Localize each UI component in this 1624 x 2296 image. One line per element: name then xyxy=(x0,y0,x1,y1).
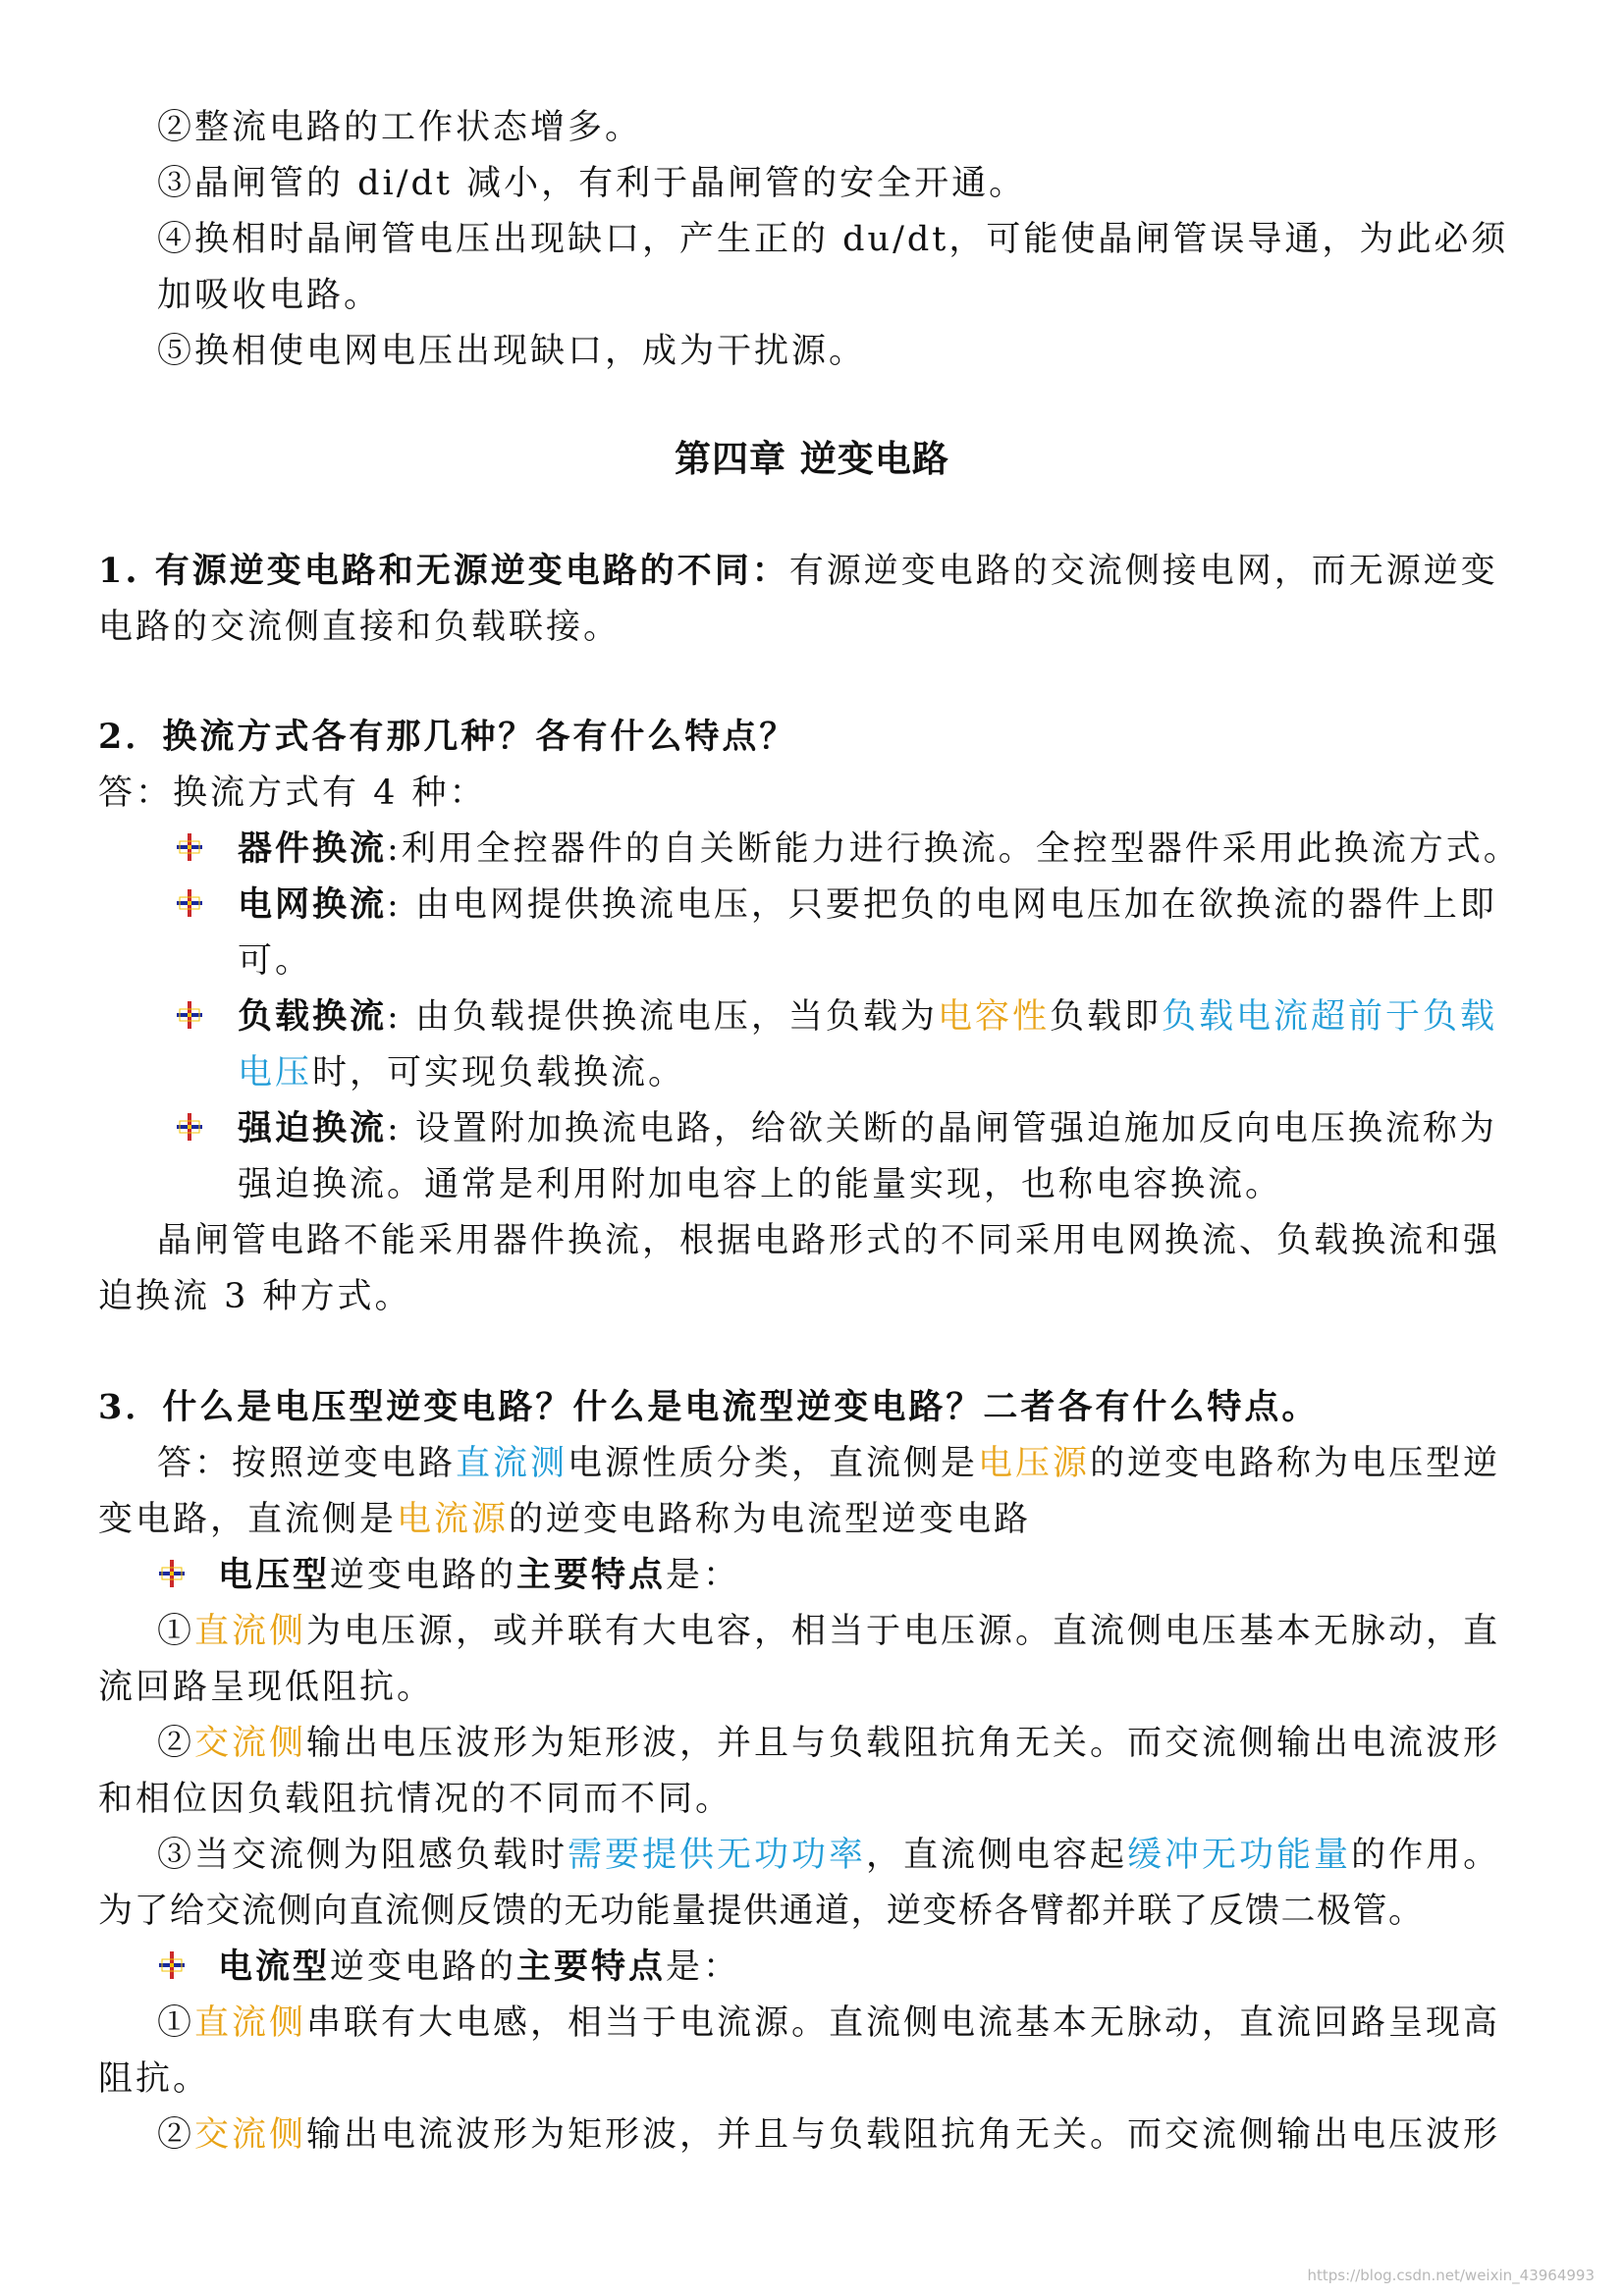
watermark: https://blog.csdn.net/weixin_43964993 xyxy=(1307,2267,1595,2284)
voltage-point-3-text-a: ③当交流侧为阻感负载时 xyxy=(157,1836,568,1875)
q2-bullet-4 xyxy=(238,1107,1497,1150)
q2-bullet-3-cont xyxy=(238,1051,685,1095)
current-point-2-num: ② xyxy=(157,2115,195,2155)
intro-line-5: ⑤换相使电网电压出现缺口，成为干扰源。 xyxy=(157,332,867,371)
voltage-point-3-text-b: ，直流侧电容起 xyxy=(866,1836,1128,1875)
q2-bullet-2 xyxy=(238,883,1497,927)
voltage-point-2-cont: 和相位因负载阻抗情况的不同而不同。 xyxy=(98,1780,733,1819)
q3-answer-text-c: 的逆变电路称为电压型逆 xyxy=(1090,1444,1501,1483)
q2-bullet-1-term: 器件换流 xyxy=(238,828,388,869)
current-type-term: 电流型 xyxy=(218,1947,331,1987)
highlight-buffer-energy: 缓冲无功能量 xyxy=(1127,1836,1352,1875)
q1-title: 1. 有源逆变电路和无源逆变电路的不同： xyxy=(98,551,789,591)
voltage-point-1-num: ① xyxy=(157,1612,195,1651)
q2-paragraph-2: 迫换流 3 种方式。 xyxy=(98,1277,412,1316)
q3-answer-1 xyxy=(157,1442,1500,1485)
intro-line-4: ④换相时晶闸管电压出现缺口，产生正的 du/dt，可能使晶闸管误导通，为此必须 xyxy=(157,220,1509,259)
current-type-heading xyxy=(218,1946,740,1989)
voltage-point-1-text: 为电压源，或并联有大电容，相当于电压源。直流侧电压基本无脉动，直 xyxy=(306,1612,1501,1651)
q2-bullet-3-text-b: 负载即 xyxy=(1049,997,1162,1037)
q3-answer-text-b: 电源性质分类，直流侧是 xyxy=(568,1444,979,1483)
q3-title: 3．什么是电压型逆变电路？什么是电流型逆变电路？二者各有什么特点。 xyxy=(98,1387,1320,1427)
voltage-point-2 xyxy=(157,1722,1500,1765)
q2-bullet-2-text: : 由电网提供换流电压，只要把负的电网电压加在欲换流的器件上即 xyxy=(387,885,1497,925)
voltage-point-3-text-c: 的作用。 xyxy=(1351,1836,1501,1875)
q3-answer-text-e: 的逆变电路称为电流型逆变电路 xyxy=(509,1500,1032,1539)
voltage-point-3 xyxy=(157,1834,1500,1877)
bullet-icon xyxy=(175,1112,204,1142)
voltage-type-end: 是： xyxy=(666,1556,741,1595)
highlight-reactive-power: 需要提供无功功率 xyxy=(568,1836,867,1875)
current-type-mid: 逆变电路的 xyxy=(330,1948,517,1987)
current-point-1-text: 串联有大电感，相当于电流源。直流侧电流基本无脉动，直流回路呈现高 xyxy=(306,2003,1501,2043)
highlight-capacitive: 电容性 xyxy=(937,997,1050,1037)
q2-bullet-4-text: : 设置附加换流电路，给欲关断的晶闸管强迫施加反向电压换流称为 xyxy=(387,1109,1497,1148)
q2-title: 2．换流方式各有那几种？各有什么特点？ xyxy=(98,717,797,757)
voltage-point-2-text: 输出电压波形为矩形波，并且与负载阻抗角无关。而交流侧输出电流波形 xyxy=(306,1724,1501,1763)
current-type-end: 是： xyxy=(666,1948,741,1987)
intro-line-2: ②整流电路的工作状态增多。 xyxy=(157,108,643,147)
voltage-point-1 xyxy=(157,1610,1500,1653)
q2-bullet-4-term: 强迫换流 xyxy=(238,1108,388,1148)
q2-bullet-1-text: :利用全控器件的自关断能力进行换流。全控型器件采用此换流方式。 xyxy=(387,829,1521,869)
q2-answer: 答：换流方式有 4 种： xyxy=(98,774,487,813)
intro-line-4-cont: 加吸收电路。 xyxy=(157,276,382,315)
q1-text: 有源逆变电路的交流侧接电网，而无源逆变 xyxy=(788,552,1498,591)
q2-bullet-2-cont: 可。 xyxy=(238,941,313,981)
q2-bullet-1 xyxy=(238,828,1521,871)
current-point-1-cont: 阻抗。 xyxy=(98,2059,211,2099)
voltage-type-key: 主要特点 xyxy=(516,1555,667,1595)
highlight-ac-side-2: 交流侧 xyxy=(194,2115,307,2155)
current-point-1 xyxy=(157,2002,1500,2045)
bullet-icon xyxy=(157,1950,187,1980)
highlight-dc-side: 直流测 xyxy=(456,1444,568,1483)
q2-bullet-4-cont: 强迫换流。通常是利用附加电容上的能量实现，也称电容换流。 xyxy=(238,1165,1283,1204)
highlight-dc-side-1: 直流侧 xyxy=(194,1612,307,1651)
highlight-ac-side-1: 交流侧 xyxy=(194,1724,307,1763)
q1-line-1 xyxy=(98,550,1498,593)
intro-line-3: ③晶闸管的 di/dt 减小，有利于晶闸管的安全开通。 xyxy=(157,164,1027,203)
q2-bullet-3 xyxy=(238,995,1497,1039)
q2-paragraph-1: 晶闸管电路不能采用器件换流，根据电路形式的不同采用电网换流、负载换流和强 xyxy=(157,1221,1501,1260)
q2-bullet-3-term: 负载换流 xyxy=(238,996,388,1037)
q2-bullet-3-text-a: : 由负载提供换流电压，当负载为 xyxy=(387,997,938,1037)
q2-bullet-2-term: 电网换流 xyxy=(238,884,388,925)
bullet-icon xyxy=(175,832,204,862)
current-point-2-text: 输出电流波形为矩形波，并且与负载阻抗角无关。而交流侧输出电压波形 xyxy=(306,2115,1501,2155)
bullet-icon xyxy=(175,888,204,918)
voltage-point-3-cont: 为了给交流侧向直流侧反馈的无功能量提供通道，逆变桥各臂都并联了反馈二极管。 xyxy=(98,1892,1425,1931)
highlight-voltage: 电压 xyxy=(238,1053,313,1093)
q3-answer-2 xyxy=(98,1498,1031,1541)
voltage-type-mid: 逆变电路的 xyxy=(330,1556,517,1595)
chapter-title: 第四章 逆变电路 xyxy=(675,438,949,480)
current-point-1-num: ① xyxy=(157,2003,195,2043)
voltage-point-2-num: ② xyxy=(157,1724,195,1763)
q3-answer-text-a: 答：按照逆变电路 xyxy=(157,1444,457,1483)
highlight-voltage-source: 电压源 xyxy=(978,1444,1091,1483)
voltage-type-heading xyxy=(218,1554,740,1597)
current-type-key: 主要特点 xyxy=(516,1947,667,1987)
q2-bullet-3-text-c: 时，可实现负载换流。 xyxy=(312,1053,686,1093)
voltage-type-term: 电压型 xyxy=(218,1555,331,1595)
q3-answer-text-d: 变电路，直流侧是 xyxy=(98,1500,398,1539)
voltage-point-1-cont: 流回路呈现低阻抗。 xyxy=(98,1668,435,1707)
highlight-current-source: 电流源 xyxy=(397,1500,510,1539)
current-point-2 xyxy=(157,2113,1500,2157)
bullet-icon xyxy=(175,1000,204,1030)
q1-line-2: 电路的交流侧直接和负载联接。 xyxy=(98,608,622,647)
highlight-dc-side-2: 直流侧 xyxy=(194,2003,307,2043)
bullet-icon xyxy=(157,1559,187,1588)
highlight-leading-current: 负载电流超前于负载 xyxy=(1161,997,1497,1037)
